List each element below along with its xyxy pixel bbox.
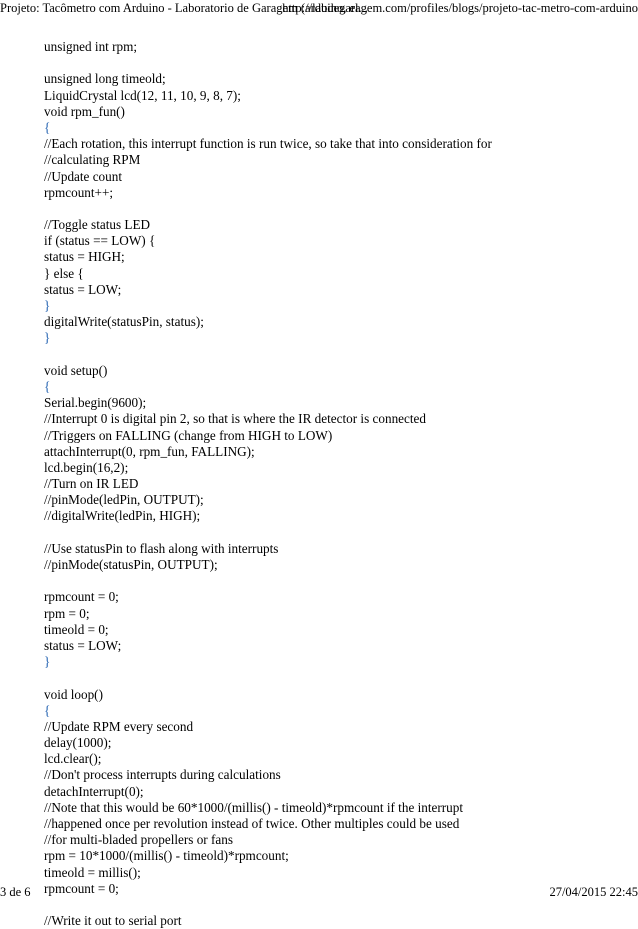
code-line: unsigned long timeold; bbox=[44, 71, 166, 87]
code-line: //pinMode(statusPin, OUTPUT); bbox=[44, 557, 218, 572]
code-line: void rpm_fun() bbox=[44, 103, 125, 119]
code-line: rpmcount = 0; bbox=[44, 589, 119, 605]
code-line: lcd.begin(16,2); bbox=[44, 459, 129, 475]
code-line: timeold = 0; bbox=[44, 621, 109, 637]
code-line: } bbox=[44, 298, 51, 313]
code-line: } bbox=[44, 654, 51, 670]
blank-line bbox=[44, 201, 624, 217]
code-line: //Interrupt 0 is digital pin 2, so that is where the IR detector is connected bbox=[44, 411, 426, 427]
blank-line bbox=[44, 897, 624, 913]
code-line: rpm = 0; bbox=[44, 605, 90, 621]
code-line: { bbox=[44, 378, 51, 394]
code-line: rpmcount = 0; bbox=[44, 880, 119, 896]
code-line: //Triggers on FALLING (change from HIGH to LOW) bbox=[44, 427, 333, 443]
code-line: if (status == LOW) { bbox=[44, 233, 156, 249]
code-line: //Note that this would be 60*1000/(millis() - timeold)*rpmcount if the interrupt bbox=[44, 799, 463, 815]
code-line: status = LOW; bbox=[44, 637, 122, 653]
code-line: delay(1000); bbox=[44, 735, 112, 751]
blank-line bbox=[44, 55, 624, 71]
code-line: } else { bbox=[44, 265, 84, 281]
code-line: //calculating RPM bbox=[44, 152, 141, 168]
code-line: lcd.clear(); bbox=[44, 751, 102, 767]
code-line: //Use statusPin to flash along with interrupts bbox=[44, 540, 279, 556]
code-line: //for multi-bladed propellers or fans bbox=[44, 832, 233, 848]
code-line: attachInterrupt(0, rpm_fun, FALLING); bbox=[44, 443, 255, 459]
code-line: //Write it out to serial port bbox=[44, 913, 182, 929]
page-header-url[interactable]: http://labdegaragem.com/profiles/blogs/projeto-tac-metro-com-arduino bbox=[282, 1, 638, 15]
code-line: Serial.begin(9600); bbox=[44, 395, 147, 411]
code-line: //Update RPM every second bbox=[44, 718, 194, 734]
blank-line bbox=[44, 525, 624, 541]
code-line: { bbox=[44, 119, 51, 135]
blank-line bbox=[44, 573, 624, 589]
code-line: status = LOW; bbox=[44, 281, 122, 297]
code-line: } bbox=[44, 330, 51, 346]
code-line: detachInterrupt(0); bbox=[44, 783, 144, 799]
code-line: //Turn on IR LED bbox=[44, 476, 139, 492]
code-line: //digitalWrite(ledPin, HIGH); bbox=[44, 508, 201, 524]
code-line: //Don't process interrupts during calculations bbox=[44, 767, 281, 783]
code-line: rpmcount++; bbox=[44, 184, 114, 200]
code-line: //Each rotation, this interrupt function is run twice, so take that into consideration for bbox=[44, 136, 492, 152]
code-line: void setup() bbox=[44, 362, 108, 378]
code-line: LiquidCrystal lcd(12, 11, 10, 9, 8, 7); bbox=[44, 87, 241, 103]
page-number: 3 de 6 bbox=[0, 885, 31, 899]
code-line: //Toggle status LED bbox=[44, 217, 151, 233]
code-line: digitalWrite(statusPin, status); bbox=[44, 314, 204, 330]
code-line: { bbox=[44, 702, 51, 718]
blank-line bbox=[44, 670, 624, 686]
code-line: //Update count bbox=[44, 168, 123, 184]
print-datetime: 27/04/2015 22:45 bbox=[549, 885, 638, 899]
blank-line bbox=[44, 347, 624, 363]
code-line: //happened once per revolution instead of twice. Other multiples could be used bbox=[44, 816, 460, 831]
code-line: status = HIGH; bbox=[44, 249, 125, 265]
code-line: timeold = millis(); bbox=[44, 864, 141, 880]
code-line: //pinMode(ledPin, OUTPUT); bbox=[44, 492, 204, 508]
code-listing bbox=[44, 39, 624, 929]
code-line: rpm = 10*1000/(millis() - timeold)*rpmcount; bbox=[44, 848, 289, 864]
page-header-title: Projeto: Tacômetro com Arduino - Laboratorio de Garagem (arduino, el... bbox=[0, 1, 368, 15]
code-line: unsigned int rpm; bbox=[44, 39, 138, 54]
code-line: void loop() bbox=[44, 686, 103, 702]
